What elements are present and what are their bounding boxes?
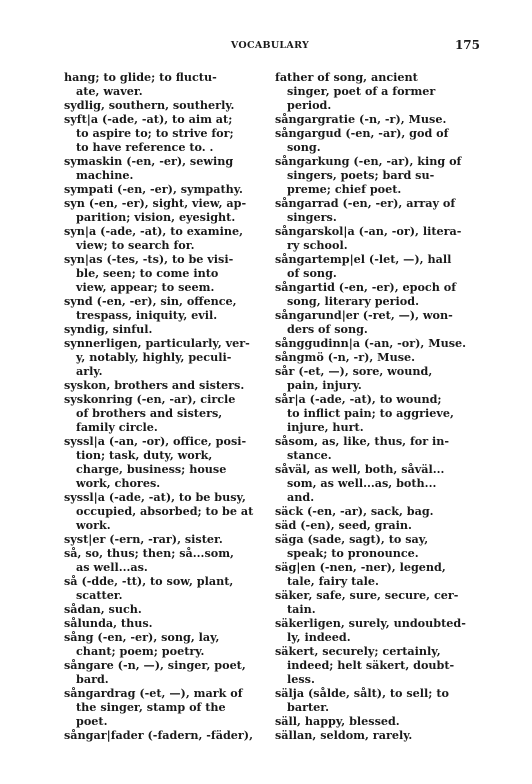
- dictionary-entry: säg|en (-nen, -ner), legend, tale, fairy tale.: [275, 560, 446, 588]
- dictionary-entry: syskon, brothers and sisters.: [64, 378, 245, 392]
- dictionary-entry: säll, happy, blessed.: [275, 714, 400, 728]
- dictionary-entry: syn (-en, -er), sight, view, ap- parition; vision, eyesight.: [64, 196, 247, 224]
- dictionary-entry: säkert, securely; certainly, indeed; helt säkert, doubt- less.: [275, 644, 455, 686]
- dictionary-entry: så, so, thus; then; så...som, as well...as.: [64, 546, 234, 574]
- page-number: 175: [454, 38, 480, 52]
- dictionary-entry: sångar|fader (-fadern, -fäder),: [64, 728, 253, 742]
- dictionary-entry: syndig, sinful.: [64, 322, 153, 336]
- right-column: [275, 70, 483, 742]
- dictionary-entry: sång (-en, -er), song, lay, chant; poem; poetry.: [64, 630, 220, 658]
- dictionary-entry: syssl|a (-ade, -at), to be busy, occupied, absorbed; to be at work.: [64, 490, 254, 532]
- dictionary-entry: syst|er (-ern, -rar), sister.: [64, 532, 223, 546]
- dictionary-entry: säd (-en), seed, grain.: [275, 518, 412, 532]
- left-column: [64, 70, 269, 742]
- dictionary-entry: sådan, such.: [64, 602, 142, 616]
- dictionary-entry: syn|a (-ade, -at), to examine, view; to search for.: [64, 224, 243, 252]
- dictionary-entry: hang; to glide; to fluctu- ate, waver.: [64, 70, 217, 98]
- dictionary-entry: sångare (-n, —), singer, poet, bard.: [64, 658, 246, 686]
- dictionary-entry: sålunda, thus.: [64, 616, 153, 630]
- dictionary-entry: sångartid (-en, -er), epoch of song, literary period.: [275, 280, 457, 308]
- dictionary-entry: syft|a (-ade, -at), to aim at; to aspire to; to strive for; to have reference to. .: [64, 112, 234, 154]
- dictionary-entry: sydlig, southern, southerly.: [64, 98, 235, 112]
- dictionary-entry: symaskin (-en, -er), sewing machine.: [64, 154, 234, 182]
- dictionary-entry: syssl|a (-an, -or), office, posi- tion; task, duty, work, charge, business; house work, chores.: [64, 434, 247, 490]
- dictionary-entry: sångardrag (-et, —), mark of the singer, stamp of the poet.: [64, 686, 243, 728]
- dictionary-entry: sympati (-en, -er), sympathy.: [64, 182, 243, 196]
- running-head: VOCABULARY: [230, 40, 310, 51]
- dictionary-entry: father of song, ancient singer, poet of a former period.: [275, 70, 436, 112]
- dictionary-entry: sångarskol|a (-an, -or), litera- ry school.: [275, 224, 462, 252]
- dictionary-entry: sår (-et, —), sore, wound, pain, injury.: [275, 364, 433, 392]
- dictionary-entry: synd (-en, -er), sin, offence, trespass, iniquity, evil.: [64, 294, 237, 322]
- dictionary-entry: synnerligen, particularly, ver- y, notably, highly, peculi- arly.: [64, 336, 250, 378]
- dictionary-entry: säga (sade, sagt), to say, speak; to pronounce.: [275, 532, 429, 560]
- dictionary-entry: syskonring (-en, -ar), circle of brothers and sisters, family circle.: [64, 392, 236, 434]
- dictionary-entry: sällan, seldom, rarely.: [275, 728, 413, 742]
- dictionary-entry: såsom, as, like, thus, for in- stance.: [275, 434, 450, 462]
- dictionary-entry: sångarkung (-en, -ar), king of singers, poets; bard su- preme; chief poet.: [275, 154, 462, 196]
- dictionary-entry: säker, safe, sure, secure, cer- tain.: [275, 588, 459, 616]
- dictionary-entry: sår|a (-ade, -at), to wound; to inflict pain; to aggrieve, injure, hurt.: [275, 392, 454, 434]
- dictionary-entry: sångartemp|el (-let, —), hall of song.: [275, 252, 452, 280]
- dictionary-entry: säck (-en, -ar), sack, bag.: [275, 504, 434, 518]
- dictionary-entry: syn|as (-tes, -ts), to be visi- ble, seen; to come into view, appear; to seem.: [64, 252, 234, 294]
- dictionary-entry: säkerligen, surely, undoubted- ly, indeed.: [275, 616, 466, 644]
- dictionary-entry: sångarund|er (-ret, —), won- ders of song.: [275, 308, 453, 336]
- dictionary-entry: så (-dde, -tt), to sow, plant, scatter.: [64, 574, 234, 602]
- dictionary-entry: sångargratie (-n, -r), Muse.: [275, 112, 447, 126]
- dictionary-entry: sångargud (-en, -ar), god of song.: [275, 126, 449, 154]
- page-header: [60, 40, 480, 56]
- dictionary-entry: sångmö (-n, -r), Muse.: [275, 350, 416, 364]
- dictionary-entry: såväl, as well, both, såväl... som, as well...as, both... and.: [275, 462, 445, 504]
- dictionary-entry: sångarrad (-en, -er), array of singers.: [275, 196, 456, 224]
- dictionary-entry: sälja (sålde, sålt), to sell; to barter.: [275, 686, 449, 714]
- dictionary-entry: sånggudinn|a (-an, -or), Muse.: [275, 336, 467, 350]
